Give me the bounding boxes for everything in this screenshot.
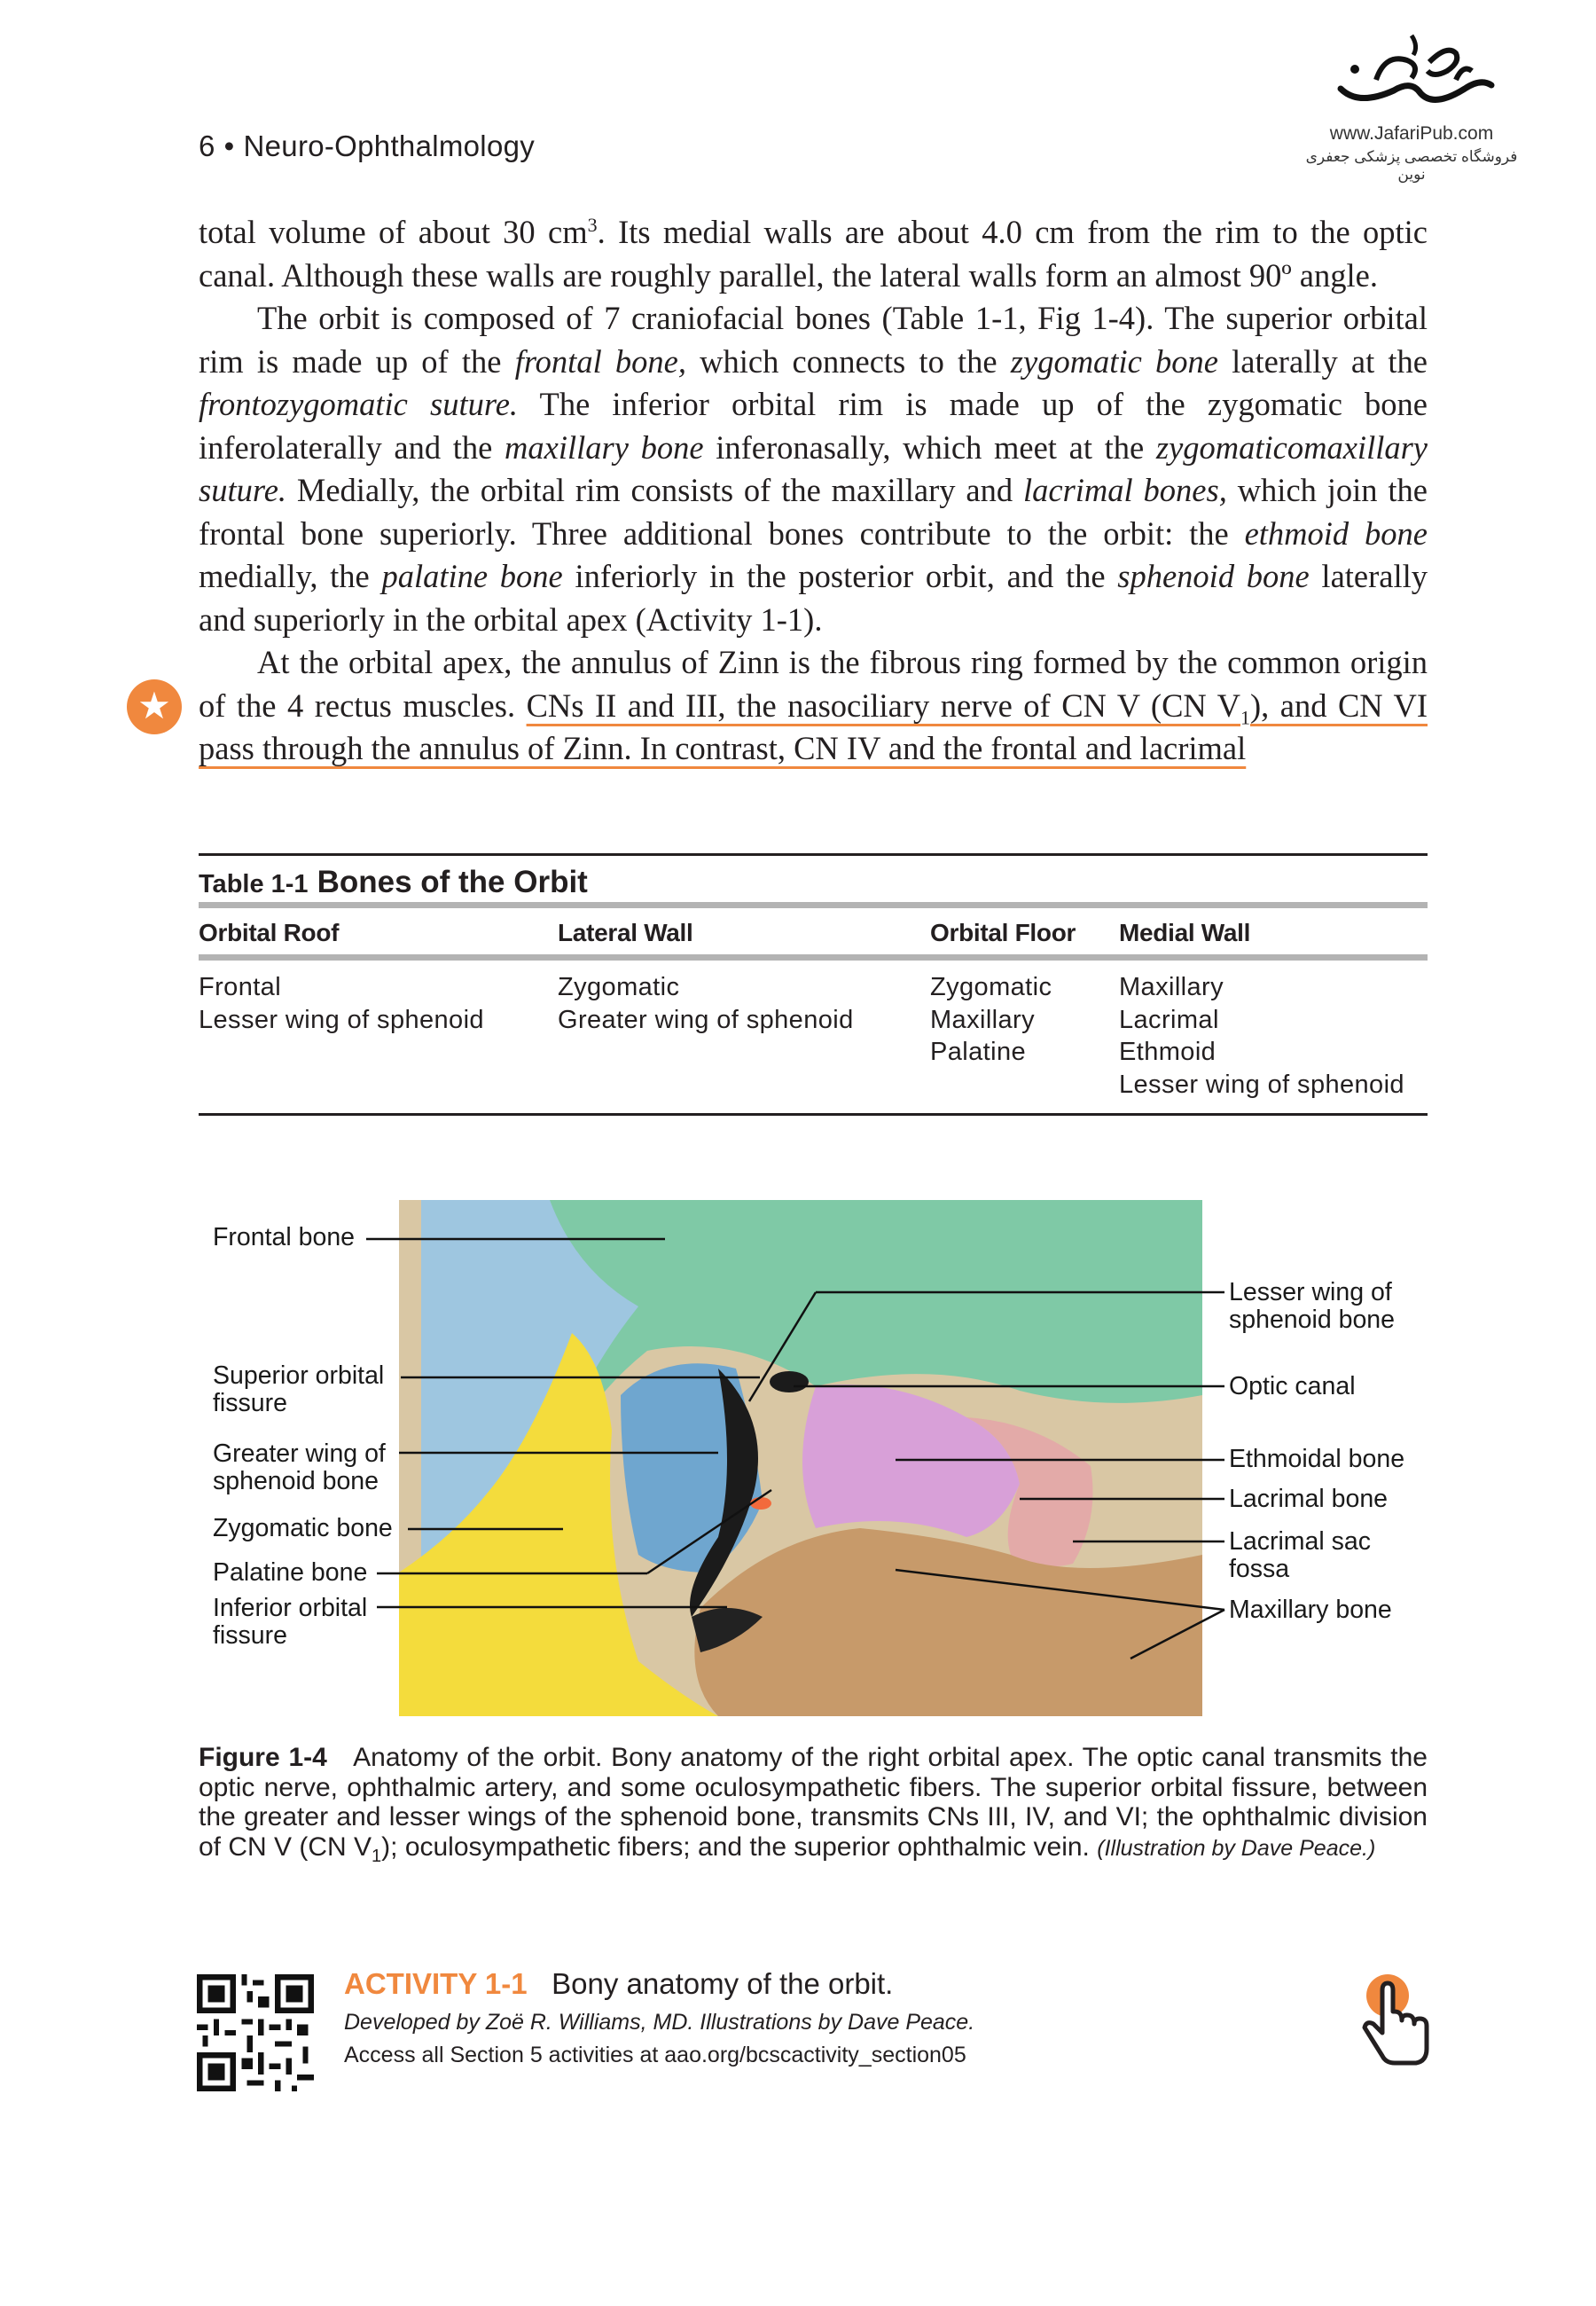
label-ethmoidal-bone: Ethmoidal bone [1229, 1445, 1405, 1473]
label-optic-canal: Optic canal [1229, 1372, 1356, 1400]
paragraph-3: At the orbital apex, the annulus of Zinn is the fibrous ring formed by the common origin of the 4 rectus muscles. CNs II and III, the nasociliary nerve of CN V (CN $V_1$), and CN VI pass through the annulus of Zinn. In contrast, CN IV and the frontal and lacrimal [199, 644, 1428, 766]
publisher-tagline: فروشگاه تخصصی پزشکی جعفری نوین [1305, 148, 1518, 183]
activity-block [344, 1967, 974, 2068]
page-number: 6 [199, 129, 215, 162]
paragraph-1: total volume of about 30 $cm^3$. Its medial walls are about 4.0 cm from the rim to the optic canal. Although these walls are roughly parallel, the lateral walls form an almost 90º angle. [199, 213, 1428, 294]
label-lacrimal-sac-fossa: Lacrimal sac fossa [1229, 1527, 1371, 1583]
header-bullet: • [223, 129, 235, 162]
label-palatine-bone: Palatine bone [213, 1558, 368, 1587]
label-zygomatic-bone: Zygomatic bone [213, 1514, 393, 1542]
paragraph-2: The orbit is composed of 7 craniofacial bones (Table 1-1, Fig 1-4). The superior orbital rim is made up of the frontal bone, which connects to the zygomatic bone laterally at the frontozygomatic suture. The inferior orbital rim is made up of the zygomatic bone inferolaterally and the maxillary bone inferonasally, which meet at the zygomaticomaxillary suture. Medially, the orbital rim consists of the maxillary and lacrimal bones, which join the frontal bone superiorly. Three additional bones contribute to the orbit: the ethmoid bone medially, the palatine bone inferiorly in the posterior orbit, and the sphenoid bone laterally and superiorly in the orbital apex (Activity 1-1). [199, 300, 1428, 638]
table-column-medial: Maxillary Lacrimal Ethmoid Lesser wing of sphenoid [1119, 973, 1404, 1099]
calligraphy-logo-icon [1323, 27, 1500, 115]
table-title: Table 1-1 Bones of the Orbit [199, 865, 588, 899]
activity-label: ACTIVITY 1-1 [344, 1967, 528, 2000]
body-text [199, 211, 1428, 771]
table-header-row [199, 908, 1428, 954]
label-greater-wing: Greater wing of sphenoid bone [213, 1439, 386, 1495]
table-column-roof: Frontal Lesser wing of sphenoid [199, 973, 484, 1034]
table-header: Orbital Roof [199, 919, 340, 946]
table-divider [199, 954, 1428, 961]
activity-title: Bony anatomy of the orbit. [552, 1967, 894, 2000]
table-divider [199, 902, 1428, 908]
running-header [199, 129, 535, 163]
label-inferior-orbital-fissure: Inferior orbital fissure [213, 1594, 368, 1650]
activity-developed: Developed by Zoë R. Williams, MD. Illustrations by Dave Peace. [344, 2010, 975, 2035]
table-body [199, 961, 1428, 1113]
label-superior-orbital-fissure: Superior orbital fissure [213, 1361, 385, 1417]
label-lacrimal-bone: Lacrimal bone [1229, 1485, 1389, 1513]
label-frontal-bone: Frontal bone [213, 1223, 356, 1251]
caption-label: Figure 1-4 [199, 1743, 327, 1772]
publisher-logo [1296, 27, 1527, 183]
publisher-url: www.JafariPub.com [1329, 123, 1494, 144]
activity-access-link[interactable]: Access all Section 5 activities at aao.org/bcscactivity_section05 [344, 2043, 966, 2067]
label-maxillary-bone: Maxillary bone [1229, 1596, 1392, 1624]
table-bottom-rule [199, 1113, 1428, 1116]
caption-credit: (Illustration by Dave Peace.) [1097, 1835, 1376, 1861]
bones-table [199, 853, 1428, 1116]
qr-code-icon[interactable] [197, 1974, 314, 2091]
table-column-lateral: Zygomatic Greater wing of sphenoid [558, 973, 854, 1034]
highlighted-text: CNs II and III, the nasociliary nerve of CN V (CN $V_1$), and CN VI pass through the annulus of Zinn. In contrast, CN IV and the frontal and lacrimal [199, 686, 1428, 766]
table-header: Lateral Wall [558, 919, 693, 946]
table-column-floor: Zygomatic Maxillary Palatine [930, 973, 1052, 1066]
book-title: Neuro-Ophthalmology [243, 129, 536, 162]
table-header: Medial Wall [1119, 919, 1251, 946]
figure-caption: Figure 1-4 Anatomy of the orbit. Bony anatomy of the right orbital apex. The optic canal transmits the optic nerve, ophthalmic artery, and some oculosympathetic fibers. The superior orbital fissure, between the greater and lesser wings of the sphenoid bone, transmits CNs III, IV, and VI; the ophthalmic division of CN V (CN $V_1$); oculosympathetic fibers; and the superior ophthalmic vein. (Illustration by Dave Peace.) [199, 1743, 1428, 1866]
activity-heading [344, 1967, 974, 2001]
pointing-hand-icon[interactable] [1352, 1971, 1432, 2068]
star-icon: ★ [127, 679, 182, 734]
table-header: Orbital Floor [930, 919, 1076, 946]
label-lesser-wing: Lesser wing of sphenoid bone [1229, 1278, 1396, 1334]
